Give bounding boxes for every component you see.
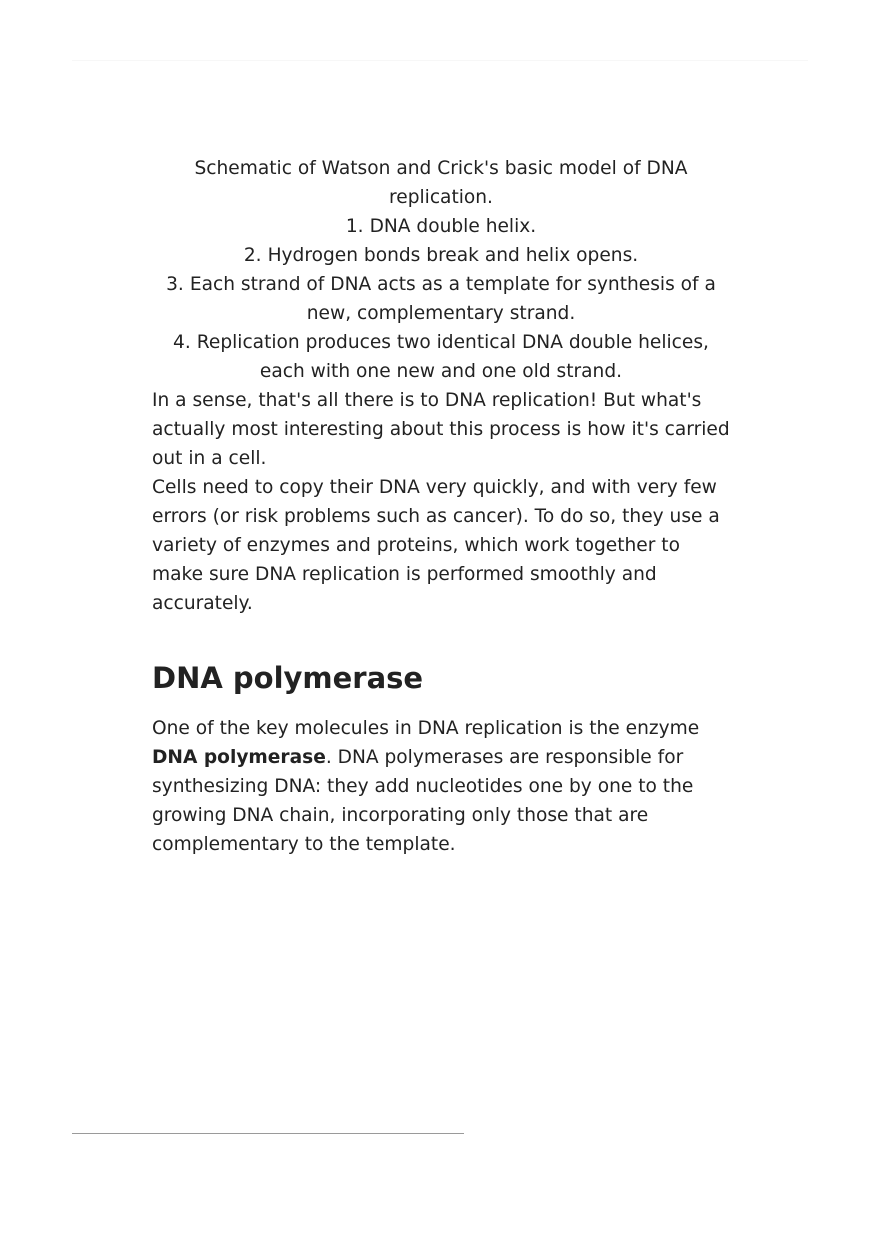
paragraph-intro: In a sense, that's all there is to DNA replication! But what's actually most interesting about this process is how it's carried out in a cell.: [152, 390, 730, 469]
header-divider: [72, 60, 808, 61]
step-number: 1.: [345, 216, 364, 237]
section-heading: DNA polymerase: [152, 661, 424, 695]
caption-title: Schematic of Watson and Crick's basic model of DNA replication.: [194, 158, 688, 208]
page-content: [152, 154, 730, 859]
polymerase-term: DNA polymerase: [152, 747, 326, 768]
caption-step: [152, 212, 730, 241]
paragraph-polymerase: [152, 714, 730, 859]
step-text: DNA double helix.: [369, 216, 537, 237]
caption-step: [152, 270, 730, 328]
figure-caption: [152, 154, 730, 386]
paragraph-cells: Cells need to copy their DNA very quickly, and with very few errors (or risk problems such as cancer). To do so, they use a variety of enzymes and proteins, which work together to make sure DNA replication is performed smoothly and accurately.: [152, 477, 720, 614]
step-number: 3.: [166, 274, 184, 295]
caption-step: [152, 241, 730, 270]
caption-step: [152, 328, 730, 386]
polymerase-text-start: One of the key molecules in DNA replication is the enzyme: [152, 718, 700, 739]
footnote-divider: [72, 1133, 464, 1134]
step-number: 2.: [243, 245, 262, 266]
polymerase-text-end: . DNA polymerases are responsible for synthesizing DNA: they add nucleotides one by one to the growing DNA chain, incorporating only those that are complementary to the template.: [152, 747, 694, 855]
step-text: Hydrogen bonds break and helix opens.: [267, 245, 639, 266]
step-text: Replication produces two identical DNA double helices, each with one new and one old strand.: [196, 332, 709, 382]
caption-steps-list: [152, 212, 730, 386]
step-text: Each strand of DNA acts as a template for synthesis of a new, complementary strand.: [189, 274, 716, 324]
step-number: 4.: [173, 332, 191, 353]
